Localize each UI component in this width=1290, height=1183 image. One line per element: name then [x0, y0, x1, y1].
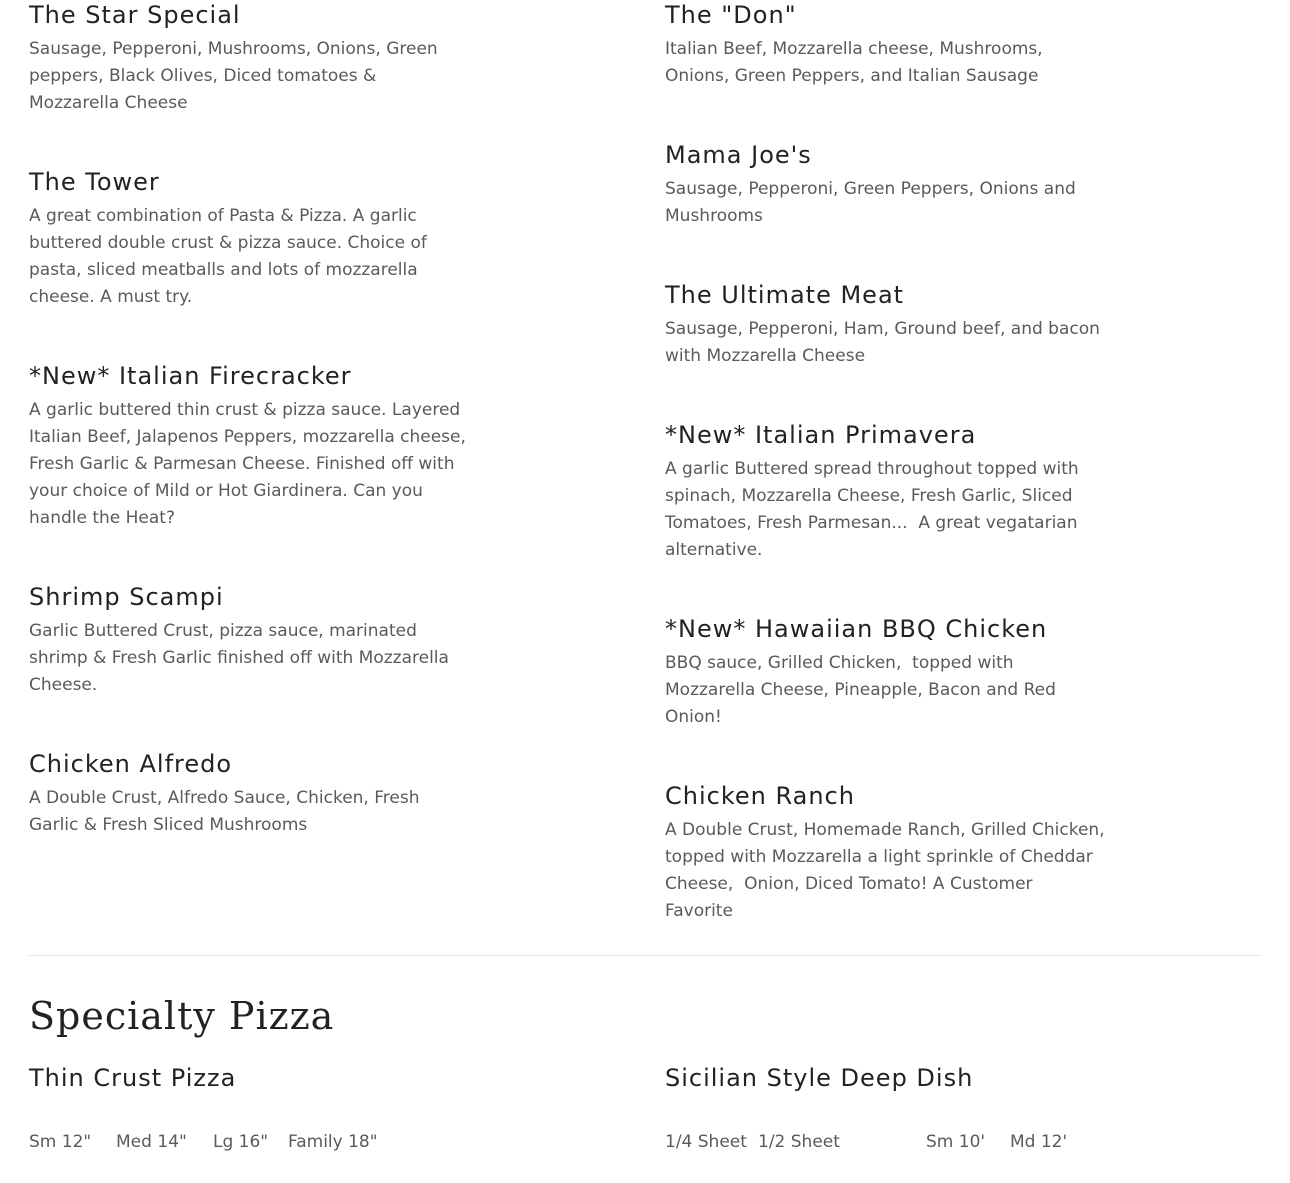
- menu-item-description: A garlic Buttered spread throughout topped with spinach, Mozzarella Cheese, Fresh Garlic, Sliced Tomatoes, Fresh Parmesan... A great vegatarian alternative.: [665, 459, 1085, 560]
- menu-item-shrimp-scampi: [29, 582, 469, 699]
- size-label-md-12: Md 12': [1010, 1132, 1068, 1152]
- thin-crust-title: Thin Crust Pizza: [29, 1064, 237, 1092]
- menu-item-description: Italian Beef, Mozzarella cheese, Mushrooms, Onions, Green Peppers, and Italian Sausage: [665, 39, 1049, 86]
- menu-item-title: Mama Joe's: [665, 141, 812, 169]
- menu-item-title: The Tower: [29, 168, 160, 196]
- menu-item-description: Sausage, Pepperoni, Mushrooms, Onions, Green peppers, Black Olives, Diced tomatoes & Mozzarella Cheese: [29, 39, 444, 113]
- section-divider: [29, 955, 1261, 956]
- menu-item-title: *New* Italian Primavera: [665, 421, 977, 449]
- size-label-half-sheet: 1/2 Sheet: [758, 1132, 840, 1152]
- size-label-family-18: Family 18": [288, 1132, 378, 1152]
- menu-item-tower: [29, 167, 469, 311]
- menu-item-italian-firecracker: [29, 361, 472, 532]
- menu-item-hawaiian-bbq-chicken: [665, 614, 1105, 731]
- menu-item-title: The Ultimate Meat: [665, 281, 905, 309]
- menu-item-description: Garlic Buttered Crust, pizza sauce, marinated shrimp & Fresh Garlic finished off with Mozzarella Cheese.: [29, 621, 455, 695]
- menu-item-ultimate-meat: [665, 280, 1105, 370]
- size-label-quarter-sheet: 1/4 Sheet: [665, 1132, 747, 1152]
- sicilian-title: Sicilian Style Deep Dish: [665, 1064, 974, 1092]
- menu-item-title: Chicken Alfredo: [29, 750, 233, 778]
- menu-item-description: BBQ sauce, Grilled Chicken, topped with Mozzarella Cheese, Pineapple, Bacon and Red Onion!: [665, 653, 1062, 727]
- menu-item-description: A great combination of Pasta & Pizza. A garlic buttered double crust & pizza sauce. Choice of pasta, sliced meatballs and lots of mozzarella cheese. A must try.: [29, 206, 433, 307]
- menu-item-mama-joes: [665, 140, 1105, 230]
- menu-item-title: *New* Italian Firecracker: [29, 362, 352, 390]
- size-label-sm-10: Sm 10': [926, 1132, 986, 1152]
- menu-item-description: A Double Crust, Homemade Ranch, Grilled Chicken, topped with Mozzarella a light sprinkle of Cheddar Cheese, Onion, Diced Tomato! A Customer Favorite: [665, 820, 1116, 921]
- menu-item-chicken-ranch: [665, 781, 1116, 925]
- menu-item-star-special: [29, 0, 469, 117]
- menu-item-description: A Double Crust, Alfredo Sauce, Chicken, Fresh Garlic & Fresh Sliced Mushrooms: [29, 788, 425, 835]
- menu-item-description: A garlic buttered thin crust & pizza sauce. Layered Italian Beef, Jalapenos Peppers, mozzarella cheese, Fresh Garlic & Parmesan Cheese. Finished off with your choice of Mild or Hot Giardinera. Can you handle the Heat?: [29, 400, 472, 528]
- menu-item-title: The Star Special: [29, 1, 241, 29]
- size-label-med-14: Med 14": [116, 1132, 187, 1152]
- size-label-sm-12: Sm 12": [29, 1132, 92, 1152]
- size-label-lg-16: Lg 16": [213, 1132, 269, 1152]
- menu-item-title: Shrimp Scampi: [29, 583, 224, 611]
- menu-item-chicken-alfredo: [29, 749, 469, 839]
- menu-item-title: Chicken Ranch: [665, 782, 855, 810]
- menu-item-the-don: [665, 0, 1105, 90]
- menu-item-title: The "Don": [665, 1, 797, 29]
- section-title-specialty-pizza: Specialty Pizza: [29, 994, 335, 1038]
- menu-item-description: Sausage, Pepperoni, Green Peppers, Onions and Mushrooms: [665, 179, 1082, 226]
- menu-item-italian-primavera: [665, 420, 1105, 564]
- menu-item-description: Sausage, Pepperoni, Ham, Ground beef, and bacon with Mozzarella Cheese: [665, 319, 1106, 366]
- menu-item-title: *New* Hawaiian BBQ Chicken: [665, 615, 1048, 643]
